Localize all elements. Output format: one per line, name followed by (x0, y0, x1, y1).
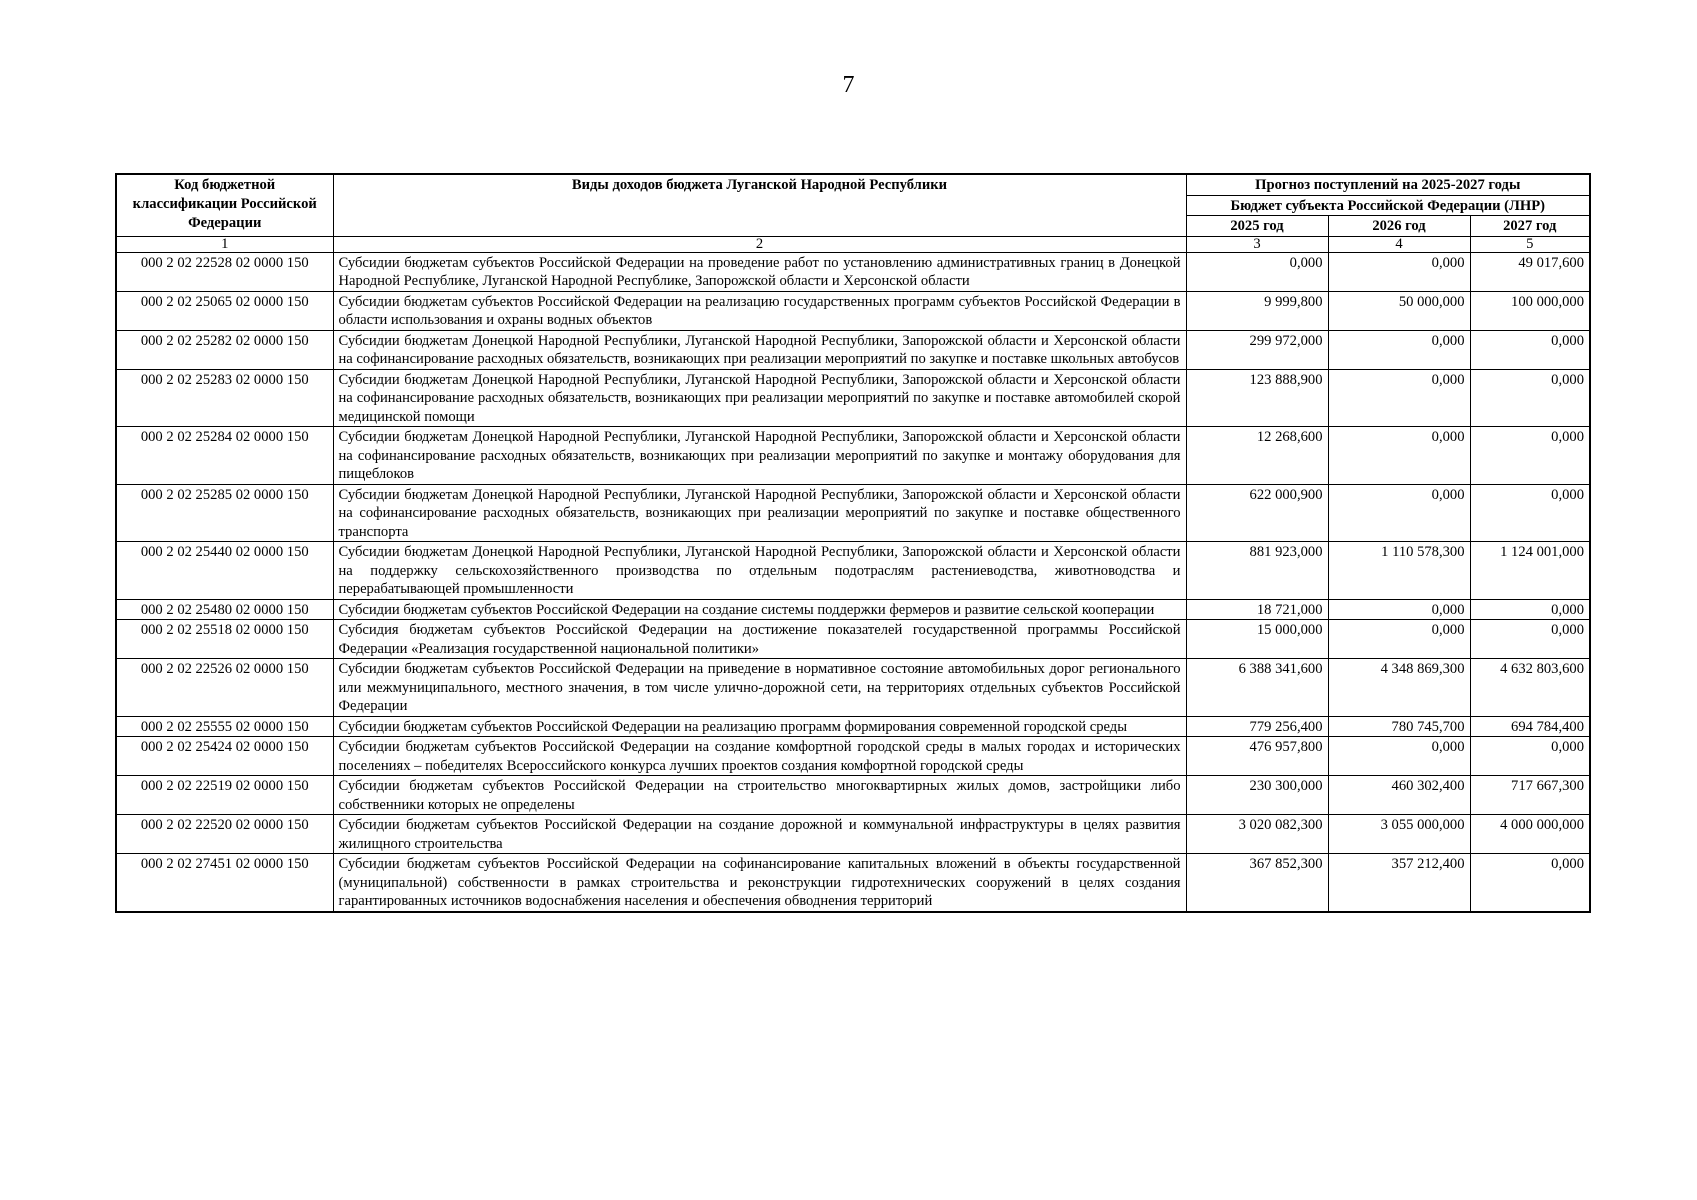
value-2025-cell: 0,000 (1186, 252, 1328, 291)
header-budget: Бюджет субъекта Российской Федерации (ЛНР) (1186, 195, 1590, 216)
value-2027-cell: 0,000 (1470, 737, 1590, 776)
value-2025-cell: 3 020 082,300 (1186, 815, 1328, 854)
value-2027-cell: 4 000 000,000 (1470, 815, 1590, 854)
budget-code-cell: 000 2 02 25555 02 0000 150 (116, 716, 333, 737)
value-2025-cell: 6 388 341,600 (1186, 659, 1328, 717)
table-row (116, 330, 1590, 369)
income-description-cell: Субсидии бюджетам Донецкой Народной Республики, Луганской Народной Республики, Запорожской области и Херсонской области на софинансирование расходных обязательств, возникающих при реализации мероприятий по закупке и поставке автомобилей скорой медицинской помощи (333, 369, 1186, 427)
column-number: 5 (1470, 236, 1590, 252)
income-description-cell: Субсидии бюджетам субъектов Российской Федерации на проведение работ по установлению административных границ в Донецкой Народной Республике, Луганской Народной Республике, Запорожской области и Херсонской области (333, 252, 1186, 291)
value-2026-cell: 0,000 (1328, 369, 1470, 427)
value-2027-cell: 0,000 (1470, 854, 1590, 912)
budget-code-cell: 000 2 02 25440 02 0000 150 (116, 542, 333, 600)
budget-code-cell: 000 2 02 25065 02 0000 150 (116, 291, 333, 330)
value-2025-cell: 779 256,400 (1186, 716, 1328, 737)
table-row (116, 542, 1590, 600)
value-2025-cell: 476 957,800 (1186, 737, 1328, 776)
value-2026-cell: 0,000 (1328, 620, 1470, 659)
value-2027-cell: 694 784,400 (1470, 716, 1590, 737)
table-row (116, 291, 1590, 330)
value-2026-cell: 357 212,400 (1328, 854, 1470, 912)
page-number: 7 (842, 72, 855, 98)
header-forecast: Прогноз поступлений на 2025-2027 годы (1186, 174, 1590, 195)
budget-code-cell: 000 2 02 22526 02 0000 150 (116, 659, 333, 717)
income-description-cell: Субсидии бюджетам субъектов Российской Федерации на приведение в нормативное состояние автомобильных дорог регионального или межмуниципального, местного значения, в том числе улично-дорожной сети, на территориях отдельных субъектов Российской Федерации (333, 659, 1186, 717)
header-year-2027: 2027 год (1470, 216, 1590, 237)
value-2027-cell: 0,000 (1470, 620, 1590, 659)
value-2027-cell: 0,000 (1470, 427, 1590, 485)
table-row (116, 776, 1590, 815)
income-description-cell: Субсидии бюджетам субъектов Российской Федерации на реализацию государственных программ субъектов Российской Федерации в области использования и охраны водных объектов (333, 291, 1186, 330)
header-year-2025: 2025 год (1186, 216, 1328, 237)
value-2027-cell: 717 667,300 (1470, 776, 1590, 815)
income-description-cell: Субсидии бюджетам Донецкой Народной Республики, Луганской Народной Республики, Запорожской области и Херсонской области на софинансирование расходных обязательств, возникающих при реализации мероприятий по закупке и поставке школьных автобусов (333, 330, 1186, 369)
value-2026-cell: 0,000 (1328, 427, 1470, 485)
value-2025-cell: 123 888,900 (1186, 369, 1328, 427)
value-2027-cell: 49 017,600 (1470, 252, 1590, 291)
table-row (116, 484, 1590, 542)
table-row (116, 854, 1590, 912)
income-description-cell: Субсидии бюджетам Донецкой Народной Республики, Луганской Народной Республики, Запорожской области и Херсонской области на софинансирование расходных обязательств, возникающих при реализации мероприятий по закупке и поставке общественного транспорта (333, 484, 1186, 542)
income-description-cell: Субсидии бюджетам субъектов Российской Федерации на создание комфортной городской среды в малых городах и исторических поселениях – победителях Всероссийского конкурса лучших проектов создания комфортной городской среды (333, 737, 1186, 776)
value-2026-cell: 4 348 869,300 (1328, 659, 1470, 717)
budget-code-cell: 000 2 02 27451 02 0000 150 (116, 854, 333, 912)
value-2026-cell: 0,000 (1328, 484, 1470, 542)
income-description-cell: Субсидии бюджетам субъектов Российской Федерации на создание дорожной и коммунальной инфраструктуры в целях развития жилищного строительства (333, 815, 1186, 854)
value-2027-cell: 4 632 803,600 (1470, 659, 1590, 717)
budget-code-cell: 000 2 02 25518 02 0000 150 (116, 620, 333, 659)
income-description-cell: Субсидии бюджетам Донецкой Народной Республики, Луганской Народной Республики, Запорожской области и Херсонской области на софинансирование расходных обязательств, возникающих при реализации мероприятий по закупке и монтажу оборудования для пищеблоков (333, 427, 1186, 485)
value-2025-cell: 9 999,800 (1186, 291, 1328, 330)
column-number: 4 (1328, 236, 1470, 252)
column-number: 3 (1186, 236, 1328, 252)
header-year-2026: 2026 год (1328, 216, 1470, 237)
value-2027-cell: 0,000 (1470, 599, 1590, 620)
budget-code-cell: 000 2 02 25424 02 0000 150 (116, 737, 333, 776)
income-description-cell: Субсидии бюджетам субъектов Российской Федерации на строительство многоквартирных жилых домов, застройщики либо собственники которых не определены (333, 776, 1186, 815)
value-2025-cell: 12 268,600 (1186, 427, 1328, 485)
value-2026-cell: 50 000,000 (1328, 291, 1470, 330)
budget-code-cell: 000 2 02 25282 02 0000 150 (116, 330, 333, 369)
table-row (116, 599, 1590, 620)
income-description-cell: Субсидии бюджетам Донецкой Народной Республики, Луганской Народной Республики, Запорожской области и Херсонской области на поддержку сельскохозяйственного производства по отдельным подотраслям растениеводства, животноводства и перерабатывающей промышленности (333, 542, 1186, 600)
budget-code-cell: 000 2 02 25284 02 0000 150 (116, 427, 333, 485)
value-2026-cell: 3 055 000,000 (1328, 815, 1470, 854)
table-row (116, 737, 1590, 776)
value-2026-cell: 0,000 (1328, 599, 1470, 620)
budget-code-cell: 000 2 02 22528 02 0000 150 (116, 252, 333, 291)
table-row (116, 815, 1590, 854)
header-income-type: Виды доходов бюджета Луганской Народной Республики (333, 174, 1186, 236)
income-description-cell: Субсидия бюджетам субъектов Российской Федерации на достижение показателей государственной программы Российской Федерации «Реализация государственной национальной политики» (333, 620, 1186, 659)
table-row (116, 427, 1590, 485)
value-2025-cell: 299 972,000 (1186, 330, 1328, 369)
table-row (116, 659, 1590, 717)
column-number-row (116, 236, 1590, 252)
budget-code-cell: 000 2 02 22520 02 0000 150 (116, 815, 333, 854)
column-number: 2 (333, 236, 1186, 252)
value-2027-cell: 0,000 (1470, 484, 1590, 542)
budget-code-cell: 000 2 02 25480 02 0000 150 (116, 599, 333, 620)
budget-code-cell: 000 2 02 25283 02 0000 150 (116, 369, 333, 427)
header-code: Код бюджетной классификации Российской Федерации (116, 174, 333, 236)
value-2025-cell: 230 300,000 (1186, 776, 1328, 815)
value-2027-cell: 0,000 (1470, 330, 1590, 369)
value-2026-cell: 0,000 (1328, 330, 1470, 369)
income-description-cell: Субсидии бюджетам субъектов Российской Федерации на реализацию программ формирования современной городской среды (333, 716, 1186, 737)
value-2026-cell: 460 302,400 (1328, 776, 1470, 815)
value-2025-cell: 15 000,000 (1186, 620, 1328, 659)
value-2026-cell: 780 745,700 (1328, 716, 1470, 737)
budget-code-cell: 000 2 02 22519 02 0000 150 (116, 776, 333, 815)
budget-code-cell: 000 2 02 25285 02 0000 150 (116, 484, 333, 542)
value-2026-cell: 1 110 578,300 (1328, 542, 1470, 600)
budget-table (115, 173, 1591, 913)
table-row (116, 369, 1590, 427)
value-2027-cell: 100 000,000 (1470, 291, 1590, 330)
table-row (116, 620, 1590, 659)
column-number: 1 (116, 236, 333, 252)
table-row (116, 716, 1590, 737)
value-2025-cell: 18 721,000 (1186, 599, 1328, 620)
value-2025-cell: 367 852,300 (1186, 854, 1328, 912)
value-2026-cell: 0,000 (1328, 737, 1470, 776)
income-description-cell: Субсидии бюджетам субъектов Российской Федерации на софинансирование капитальных вложений в объекты государственной (муниципальной) собственности в рамках строительства и реконструкции гидротехнических сооружений в целях создания гарантированных источников водоснабжения населения и обеспечения обводнения территорий (333, 854, 1186, 912)
table-row (116, 252, 1590, 291)
value-2027-cell: 1 124 001,000 (1470, 542, 1590, 600)
value-2027-cell: 0,000 (1470, 369, 1590, 427)
income-description-cell: Субсидии бюджетам субъектов Российской Федерации на создание системы поддержки фермеров и развитие сельской кооперации (333, 599, 1186, 620)
value-2025-cell: 881 923,000 (1186, 542, 1328, 600)
value-2025-cell: 622 000,900 (1186, 484, 1328, 542)
value-2026-cell: 0,000 (1328, 252, 1470, 291)
